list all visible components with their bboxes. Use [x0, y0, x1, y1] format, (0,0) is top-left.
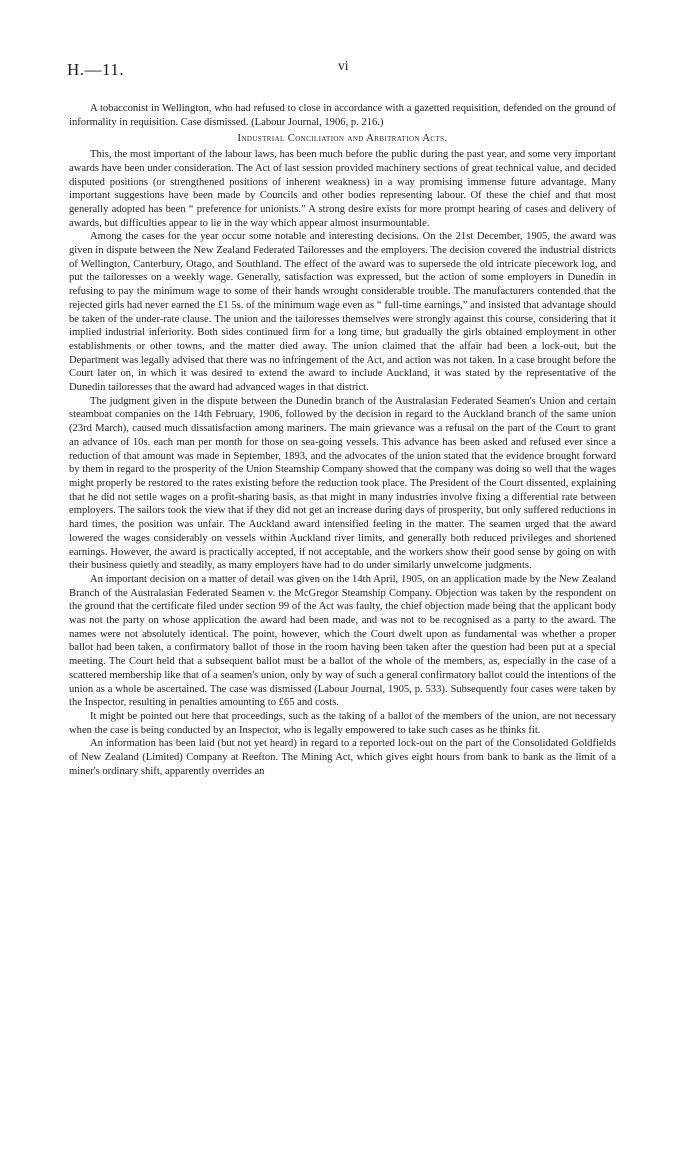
report-code: H.—11.	[67, 60, 125, 79]
paragraph-seamens-union: The judgment given in the dispute between the Dunedin branch of the Australasian Federated Seamen's Union and certain steamboat companies on the 14th February, 1906, followed by the decision in regard to the Auckland branch of the same union (23rd March), caused much dissatisfaction among mariners. The main grievance was a refusal on the part of the Court to grant an advance of 10s. each man per month for those on sea-going vessels. This advance has been asked and refused ever since a reduction of that amount was made in September, 1893, and the advocates of the union stated that the evidence brought forward by them in regard to the prosperity of the Union Steamship Company showed that the company was doing so well that the wages might properly be restored to the rates existing before the reduction took place. The President of the Court dissented, explaining that he did not settle wages on a profit-sharing basis, as that might in many industries involve fixing a differential rate between employers. The sailors took the view that if they did not get an increase during days of prosperity, but only suffered reductions in hard times, the position was unfair. The Auckland award intensified feeling in the matter. The seamen urged that the award lowered the wages considerably on vessels within Auckland river limits, and generally both reduced privileges and shortened earnings. However, the award is practically accepted, if not acceptable, and the workers show their good sense by going on with their business quietly and steadily, as many employers have had to do under similarly unwelcome judgments.	[69, 395, 616, 572]
paragraph-mcgregor-case: An important decision on a matter of detail was given on the 14th April, 1905, on an application made by the New Zealand Branch of the Australasian Federated Seamen v. the McGregor Steamship Company. Objection was taken by the respondent on the ground that the certificate filed under section 99 of the Act was faulty, the chief objection made being that the applicant body was not the party on whose application the award had been made, and was not to be recognised as a party to the award. The names were not absolutely identical. The point, however, which the Court dwelt upon as fundamental was whether a proper ballot had been taken, a confirmatory ballot of those in the room having been taken after the question had been put at a special meeting. The Court held that a subsequent ballot must be a ballot of the whole of the members, as, especially in the case of a scattered membership like that of a seamen's union, only by way of such a general confirmatory ballot could the intentions of the union as a whole be ascertained. The case was dismissed (Labour Journal, 1905, p. 533). Subsequently four cases were taken by the Inspector, resulting in penalties amounting to £65 and costs.	[69, 573, 616, 709]
section-heading: Industrial Conciliation and Arbitration Acts.	[237, 133, 448, 145]
paragraph-reefton: An information has been laid (but not yet heard) in regard to a reported lock-out on the part of the Consolidated Goldfields of New Zealand (Limited) Company at Reefton. The Mining Act, which gives eight hours from bank to bank as the limit of a miner's ordinary shift, apparently overrides an	[69, 738, 616, 777]
document-body	[69, 102, 616, 778]
paragraph-inspector: It might be pointed out here that proceedings, such as the taking of a ballot of the members of the union, are not necessary when the case is being conducted by an Inspector, who is legally empowered to take such cases as he thinks fit.	[69, 710, 616, 736]
page-number: vi	[338, 58, 349, 73]
paragraph-tailoresses: Among the cases for the year occur some notable and interesting decisions. On the 21st December, 1905, the award was given in dispute between the New Zealand Federated Tailoresses and the employers. The decision covered the industrial districts of Wellington, Canterbury, Otago, and Southland. The effect of the award was to supersede the old intricate piecework log, and put the tailoresses on a weekly wage. Generally, satisfaction was expressed, but the action of some employers in Dunedin in refusing to pay the minimum wage to some of their hands wrought considerable trouble. The manufacturers contended that the rejected girls had never earned the £1 5s. of the minimum wage even as “ full-time earnings,” and insisted that advantage should be taken of the under-rate clause. The union and the tailoresses themselves were strongly against this course, considering that it implied industrial inferiority. Both sides continued firm for a long time, but gradually the girls obtained employment in other establishments or other towns, and the matter died away. The union claimed that the affair had been a lock-out, but the Department was legally advised that there was no infringement of the Act, and action was not taken. In a case brought before the Court later on, in which it was desired to extend the award to include Auckland, it was stated by the representative of the Dunedin tailoresses that the award had advanced wages in that district.	[69, 231, 616, 394]
paragraph-tobacconist: A tobacconist in Wellington, who had refused to close in accordance with a gazetted requisition, defended on the ground of informality in requisition. Case dismissed. (Labour Journal, 1906, p. 216.)	[69, 103, 616, 128]
paragraph-labour-laws: This, the most important of the labour laws, has been much before the public during the past year, and some very important awards have been under consideration. The Act of last session provided machinery sections of great technical value, and decided disputed positions (or strengthened positions of inherent weakness) in a way promising immense future advantage. Many important suggestions have been made by Councils and other bodies representing labour. Of these the chief and that most generally adopted has been “ preference for unionists.” A strong desire exists for more prompt hearing of cases and delivery of awards, but difficulties appear to lie in the way which appear almost insurmountable.	[69, 149, 616, 229]
